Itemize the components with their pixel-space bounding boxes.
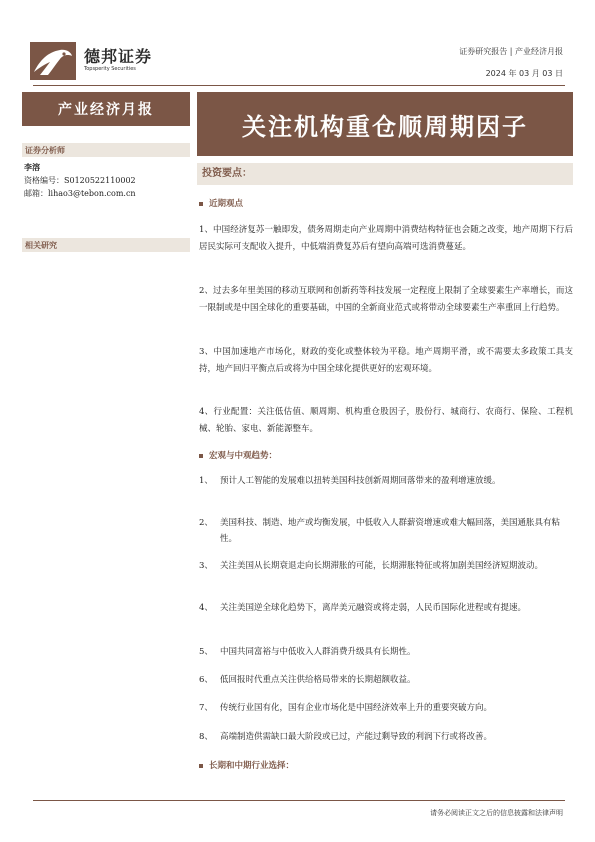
bullet-icon: [199, 454, 203, 458]
report-title: 关注机构重仓顺周期因子: [197, 92, 573, 156]
related-research-heading: 相关研究: [22, 238, 190, 252]
footer-divider: [33, 800, 565, 801]
bullet-icon: [199, 764, 203, 768]
list-item: 1、 预计人工智能的发展难以扭转美国科技创新周期回落带来的盈利增速放缓。: [199, 476, 501, 486]
report-category-banner: 产业经济月报: [22, 92, 190, 126]
paragraph: 2、过去多年里美国的移动互联网和创新药等科技发展一定程度上限制了全球要素生产率增长，而这一限制或是中国全球化的重要基础，中国的全新商业范式或将带动全球要素生产率重回上行趋势。: [199, 286, 573, 313]
analyst-heading: 证券分析师: [22, 143, 190, 157]
company-logo: [30, 42, 76, 80]
list-item: 2、 美国科技、制造、地产或均衡发展，中低收入人群薪资增速或难大幅回落，美国通胀具有粘性。: [199, 518, 561, 544]
list-item: 4、 关注美国逆全球化趋势下，离岸美元融资或将走弱，人民币国际化进程或有提速。: [199, 603, 527, 613]
paragraph: 1、中国经济复苏一触即发，债务周期走向产业周期中消费结构特征也会随之改变，地产周期下行后居民实际可支配收入提升，中低端消费复苏后有望向高端可选消费蔓延。: [199, 225, 573, 252]
section-heading: 长期和中期行业选择：: [199, 759, 294, 771]
paragraph: 4、行业配置：关注低估值、顺周期、机构重仓股因子，股份行、城商行、农商行、保险、工程机械、轮胎、家电、新能源整车。: [199, 407, 573, 434]
analyst-name: 李溶: [24, 162, 40, 172]
paragraph: 3、中国加速地产市场化，财政的变化或整体较为平稳。地产周期平滑，或不需要太多政策工具支持，地产回归平衡点后或将为中国全球化提供更好的宏观环境。: [199, 347, 573, 374]
footer-disclaimer: 请务必阅读正文之后的信息披露和法律声明: [430, 809, 563, 817]
investment-points-heading: 投资要点：: [197, 163, 573, 185]
analyst-email[interactable]: 邮箱：lihao3@tebon.com.cn: [24, 189, 136, 198]
analyst-certificate: 资格编号：S0120522110002: [24, 176, 136, 185]
header-divider: [33, 85, 565, 86]
brand-name: 德邦证券: [84, 47, 153, 66]
report-date: 2024 年 03 月 03 日: [485, 69, 563, 78]
list-item: 7、 传统行业国有化，国有企业市场化是中国经济效率上升的重要突破方向。: [199, 703, 493, 713]
list-item: 6、 低回报时代重点关注供给格局带来的长期超额收益。: [199, 675, 416, 685]
list-item: 8、 高端制造供需缺口最大阶段或已过，产能过剩导致的利润下行或将改善。: [199, 732, 493, 742]
brand-english-name: Topsperity Securities: [84, 66, 136, 72]
report-type: 证券研究报告 | 产业经济月报: [459, 47, 563, 56]
section-heading: 宏观与中观趋势：: [199, 449, 277, 461]
bullet-icon: [199, 202, 203, 206]
section-heading: 近期观点: [199, 197, 243, 209]
list-item: 3、 关注美国从长期衰退走向长期滞胀的可能，长期滞胀特征或将加剧美国经济短期波动。: [199, 561, 544, 571]
list-item: 5、 中国共同富裕与中低收入人群消费升级具有长期性。: [199, 647, 416, 657]
